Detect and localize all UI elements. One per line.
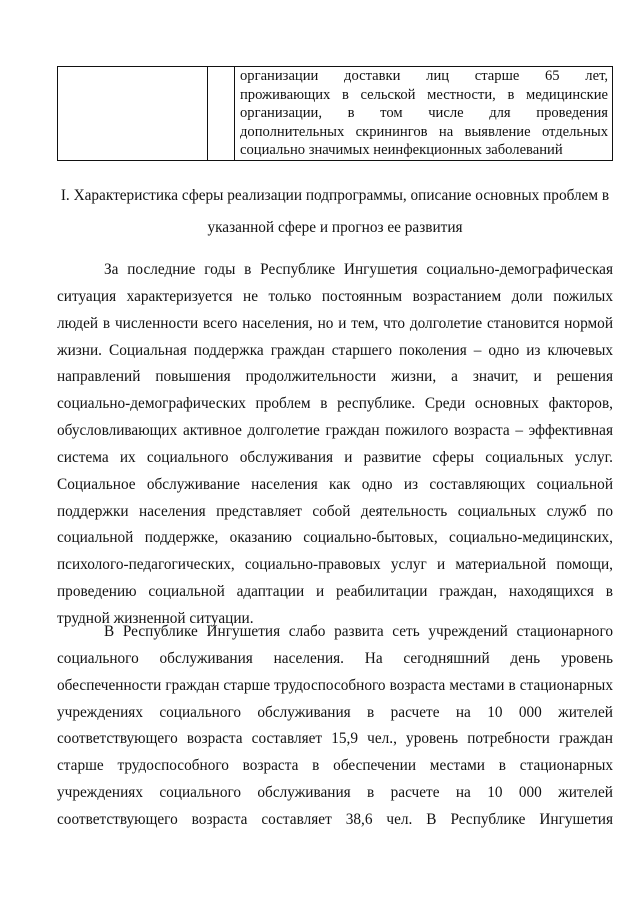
paragraph-line: соответствующего возраста составляет 38,6 чел. В Республике Ингушетия [57,810,613,828]
program-table-fragment [57,66,613,161]
paragraph-line: социально-демографических проблем в республике. Среди основных факторов, [57,395,613,413]
section-heading [57,180,613,244]
paragraph-line: обусловливающих активное долголетие граждан пожилого возраста – эффективная [57,422,613,440]
section-heading-line: I. Характеристика сферы реализации подпрограммы, описание основных проблем в [60,187,610,204]
paragraph-line: жизни. Социальная поддержка граждан старшего поколения – одно из ключевых [57,341,613,359]
paragraph-line: обеспеченности граждан старше трудоспособного возраста местами в стационарных [57,676,613,694]
paragraph-1 [57,257,613,633]
paragraph-2 [57,619,613,834]
paragraph-line: проведению социальной адаптации и реабилитации граждан, находящихся в [57,583,613,601]
paragraph-line: Социальное обслуживание населения как одно из составляющих социальной [57,475,613,493]
paragraph-line: направлений повышения продолжительности жизни, а значит, и решения [57,368,613,386]
table-cell-text [235,67,613,161]
paragraph-line: старше трудоспособного возраста в обеспечении местами в стационарных [57,757,613,775]
table-cell-line: проживающих в сельской местности, в медицинские [240,86,608,103]
section-heading-line: указанной сфере и прогноз ее развития [207,219,463,236]
paragraph-line: система их социального обслуживания и развитие сферы социальных услуг. [57,448,613,466]
paragraph-line: трудной жизненной ситуации. [57,609,254,627]
paragraph-line: ситуация характеризуется не только постоянным возрастанием доли пожилых [57,287,613,305]
table-cell-line: организации, в том числе для проведения [240,105,608,121]
table-cell-line: социально значимых неинфекционных заболеваний [240,142,563,158]
table-cell-empty-2 [208,67,235,161]
paragraph-line: социального обслуживания населения. На сегодняшний день уровень [57,649,613,667]
paragraph-line: учреждениях социального обслуживания в расчете на 10 000 жителей [57,703,613,721]
paragraph-line: поддержки населения представляет собой деятельность социальных служб по [57,502,613,520]
paragraph-line: соответствующего возраста составляет 15,9 чел., уровень потребности граждан [57,730,613,748]
paragraph-line: учреждениях социального обслуживания в расчете на 10 000 жителей [57,784,613,802]
table-row [58,67,613,161]
table-cell-line: дополнительных скринингов на выявление отдельных [240,123,608,140]
paragraph-line: В Республике Ингушетия слабо развита сеть учреждений стационарного [104,623,613,640]
table-cell-empty-1 [58,67,208,161]
paragraph-line: людей в численности всего населения, но и тем, что долголетие становится нормой [57,314,613,332]
paragraph-line: За последние годы в Республике Ингушетия социально-демографическая [104,261,613,278]
paragraph-line: социальной поддержке, оказанию социально-бытовых, социально-медицинских, [57,529,613,547]
paragraph-line: психолого-педагогических, социально-правовых услуг и материальной помощи, [57,556,613,574]
table-cell-line: организации доставки лиц старше 65 лет, [240,68,608,84]
